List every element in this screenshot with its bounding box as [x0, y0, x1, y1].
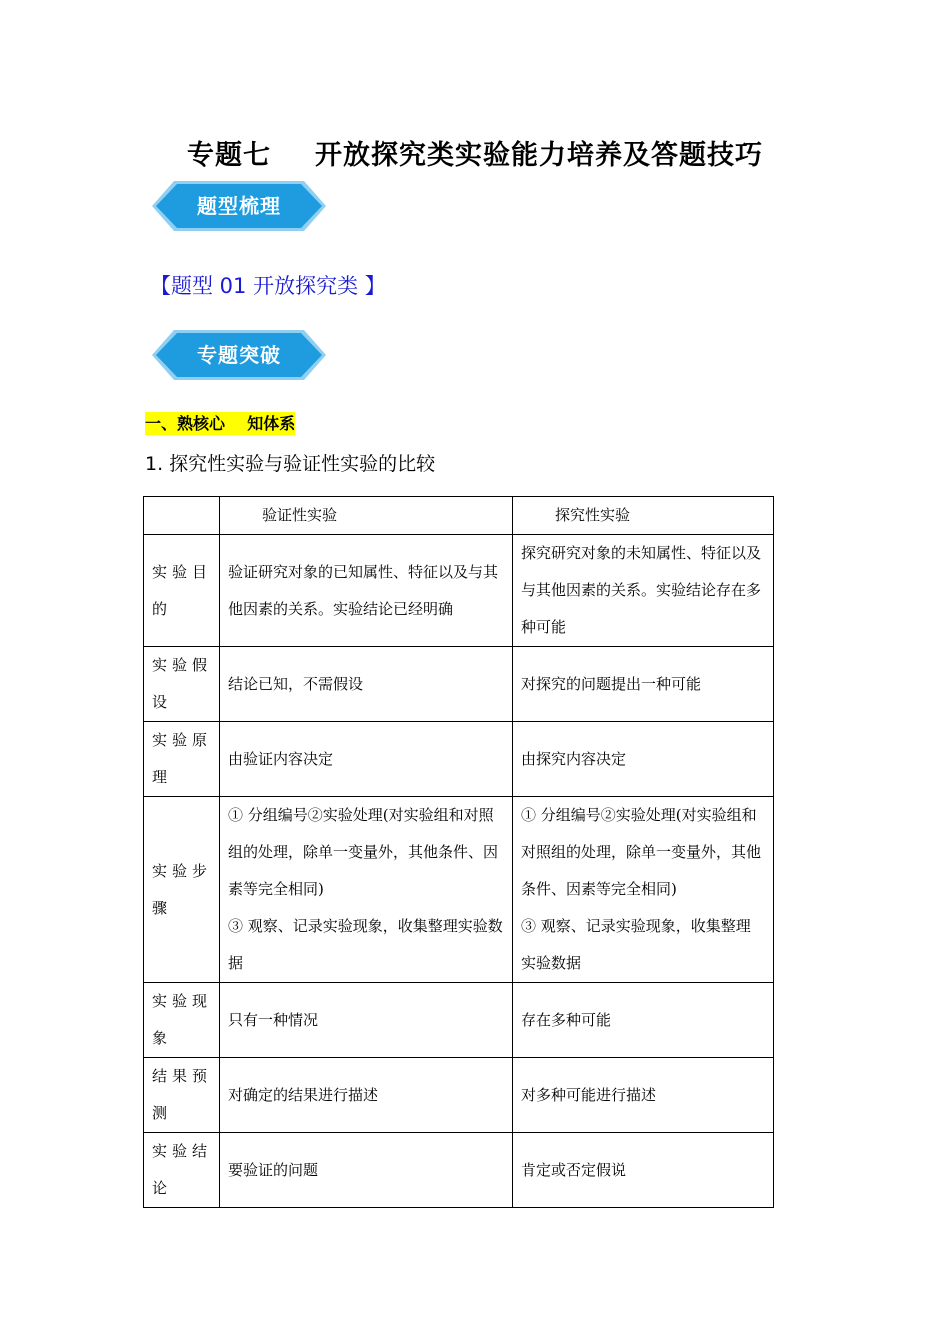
row-label: 实验步骤 — [144, 797, 220, 983]
table-header-cell: 验证性实验 — [220, 497, 513, 535]
section-heading — [145, 411, 295, 434]
table-header-row — [144, 497, 774, 535]
row-label: 实验假设 — [144, 647, 220, 722]
table-row — [144, 1133, 774, 1208]
explore-cell: 对多种可能进行描述 — [513, 1058, 774, 1133]
verify-cell: 要验证的问题 — [220, 1133, 513, 1208]
explore-cell: 肯定或否定假说 — [513, 1133, 774, 1208]
table-row — [144, 535, 774, 647]
title-topic-number: 专题七 — [187, 140, 271, 171]
verify-cell: ① 分组编号②实验处理(对实验组和对照组的处理，除单一变量外，其他条件、因素等完全相同) ③ 观察、记录实验现象，收集整理实验数据 — [220, 797, 513, 983]
explore-cell: ① 分组编号②实验处理(对实验组和对照组的处理，除单一变量外，其他条件、因素等完全相同) ③ 观察、记录实验现象，收集整理实验数据 — [513, 797, 774, 983]
table-row — [144, 722, 774, 797]
verify-cell: 只有一种情况 — [220, 983, 513, 1058]
explore-cell: 由探究内容决定 — [513, 722, 774, 797]
verify-cell: 对确定的结果进行描述 — [220, 1058, 513, 1133]
row-label: 实验目的 — [144, 535, 220, 647]
table-row — [144, 647, 774, 722]
banner-topic-breakthrough-label: 专题突破 — [197, 343, 281, 367]
row-label: 实验结论 — [144, 1133, 220, 1208]
table-row — [144, 1058, 774, 1133]
explore-cell: 对探究的问题提出一种可能 — [513, 647, 774, 722]
row-label: 实验原理 — [144, 722, 220, 797]
sub-heading: 1. 探究性实验与验证性实验的比较 — [145, 453, 436, 475]
table-header-cell: 探究性实验 — [513, 497, 774, 535]
table-header-cell — [144, 497, 220, 535]
table-row — [144, 797, 774, 983]
table-row — [144, 983, 774, 1058]
question-type-heading: 【题型 01 开放探究类 】 — [150, 274, 386, 298]
explore-cell: 存在多种可能 — [513, 983, 774, 1058]
banner-topic-breakthrough — [150, 329, 328, 381]
row-label: 实验现象 — [144, 983, 220, 1058]
verify-cell: 验证研究对象的已知属性、特征以及与其他因素的关系。实验结论已经明确 — [220, 535, 513, 647]
title-topic-name: 开放探究类实验能力培养及答题技巧 — [315, 140, 763, 171]
page-title — [0, 133, 950, 172]
comparison-table — [143, 496, 774, 1208]
section-heading-text: 一、熟核心 知体系 — [145, 414, 296, 433]
explore-cell: 探究研究对象的未知属性、特征以及与其他因素的关系。实验结论存在多种可能 — [513, 535, 774, 647]
verify-cell: 由验证内容决定 — [220, 722, 513, 797]
verify-cell: 结论已知，不需假设 — [220, 647, 513, 722]
banner-question-types — [150, 180, 328, 232]
row-label: 结果预测 — [144, 1058, 220, 1133]
banner-question-types-label: 题型梳理 — [197, 194, 281, 218]
